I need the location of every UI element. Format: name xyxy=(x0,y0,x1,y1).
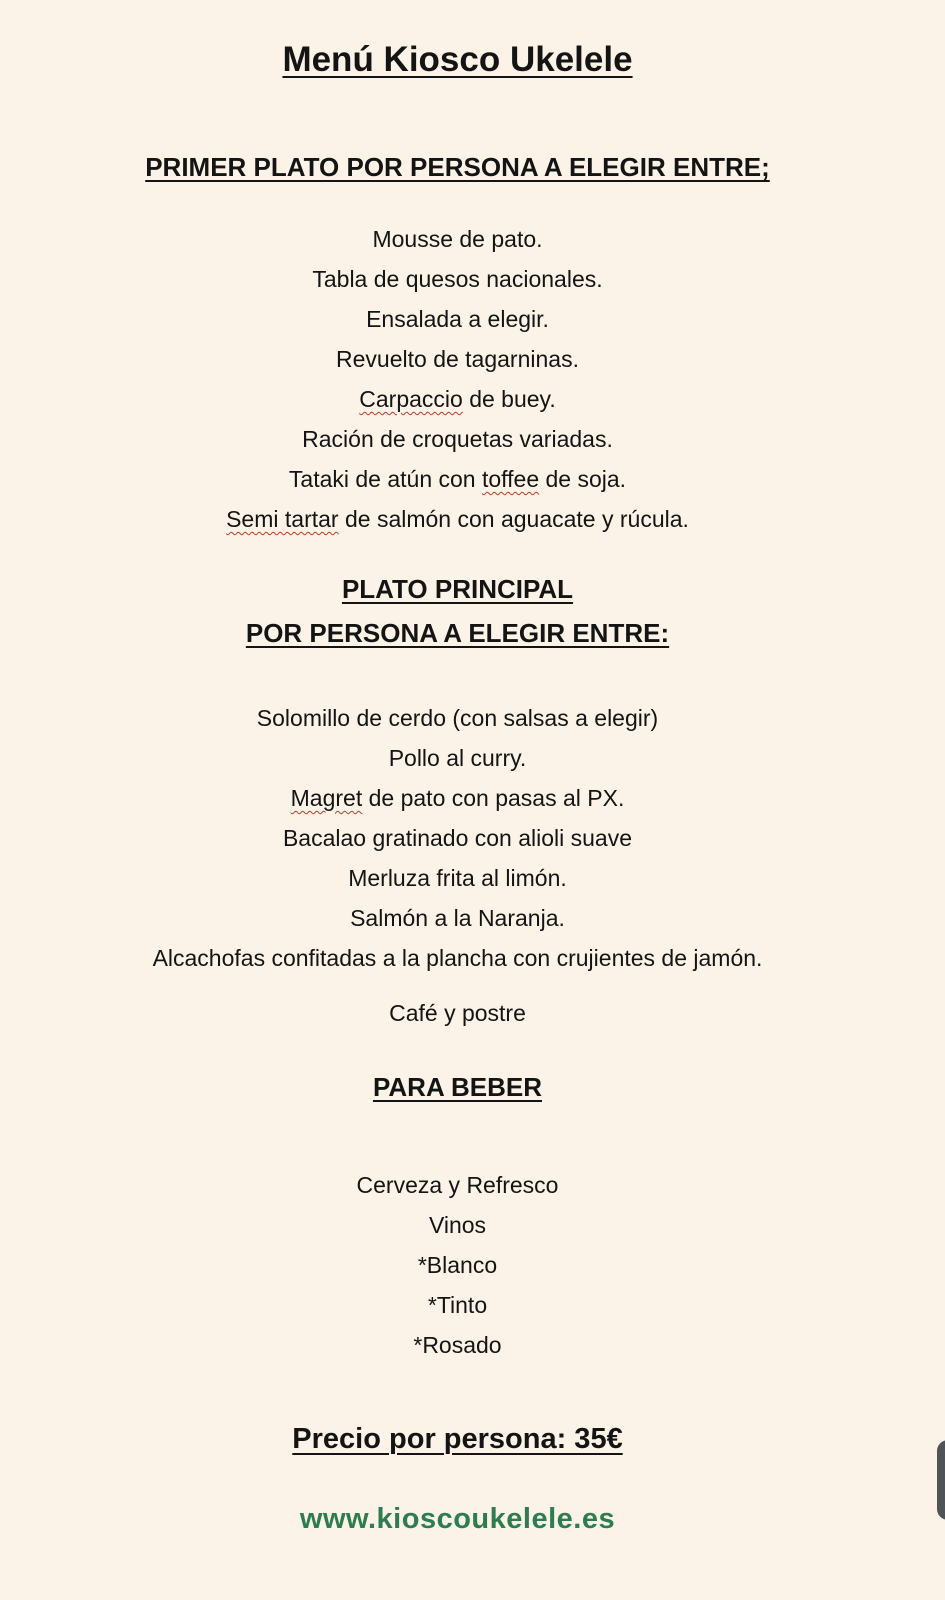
drink-item: Cerveza y Refresco xyxy=(356,1172,559,1198)
first-course-item: Mousse de pato. xyxy=(372,226,543,252)
main-course-item: Alcachofas confitadas a la plancha con crujientes de jamón. xyxy=(152,945,763,971)
first-course-item: Revuelto de tagarninas. xyxy=(336,346,579,372)
main-course-item xyxy=(0,785,915,812)
main-course-item: Solomillo de cerdo (con salsas a elegir) xyxy=(256,705,659,731)
first-course-item: Ensalada a elegir. xyxy=(366,306,549,332)
spellcheck-marked-word: Magret xyxy=(290,785,363,811)
drink-item: *Rosado xyxy=(413,1332,502,1358)
drink-item: Vinos xyxy=(428,1212,487,1238)
website-link[interactable]: www.kioscoukelele.es xyxy=(299,1503,616,1535)
main-course-heading-line2: POR PERSONA A ELEGIR ENTRE: xyxy=(245,618,670,648)
first-course-item xyxy=(0,506,915,533)
spellcheck-marked-word: toffee xyxy=(481,466,540,492)
first-course-heading: PRIMER PLATO POR PERSONA A ELEGIR ENTRE; xyxy=(145,152,770,182)
drink-item: *Blanco xyxy=(417,1252,498,1278)
drinks-heading: PARA BEBER xyxy=(372,1072,542,1102)
first-course-item xyxy=(0,466,915,493)
drink-item: *Tinto xyxy=(427,1292,488,1318)
first-course-item: Tabla de quesos nacionales. xyxy=(312,266,603,292)
main-course-item: Bacalao gratinado con alioli suave xyxy=(282,825,633,851)
menu-item-text: Tataki de atún con xyxy=(288,466,482,492)
scrollbar-thumb[interactable] xyxy=(937,1440,945,1520)
dessert-line: Café y postre xyxy=(389,1000,526,1026)
main-course-heading-line1: PLATO PRINCIPAL xyxy=(341,574,574,604)
menu-item-text: de soja. xyxy=(539,466,627,492)
spellcheck-marked-word: Carpaccio xyxy=(359,386,463,412)
menu-item-text: de salmón con aguacate y rúcula. xyxy=(338,506,689,532)
price-line: Precio por persona: 35€ xyxy=(292,1423,623,1455)
main-course-item: Pollo al curry. xyxy=(388,745,527,771)
menu-item-text: de buey. xyxy=(462,386,556,412)
main-course-item: Salmón a la Naranja. xyxy=(350,905,565,931)
main-course-item: Merluza frita al limón. xyxy=(348,865,567,891)
menu-item-text: de pato con pasas al PX. xyxy=(362,785,625,811)
first-course-item xyxy=(0,386,915,413)
menu-title: Menú Kiosco Ukelele xyxy=(282,40,633,79)
spellcheck-marked-word: Semi tartar xyxy=(226,506,339,532)
first-course-item: Ración de croquetas variadas. xyxy=(302,426,613,452)
